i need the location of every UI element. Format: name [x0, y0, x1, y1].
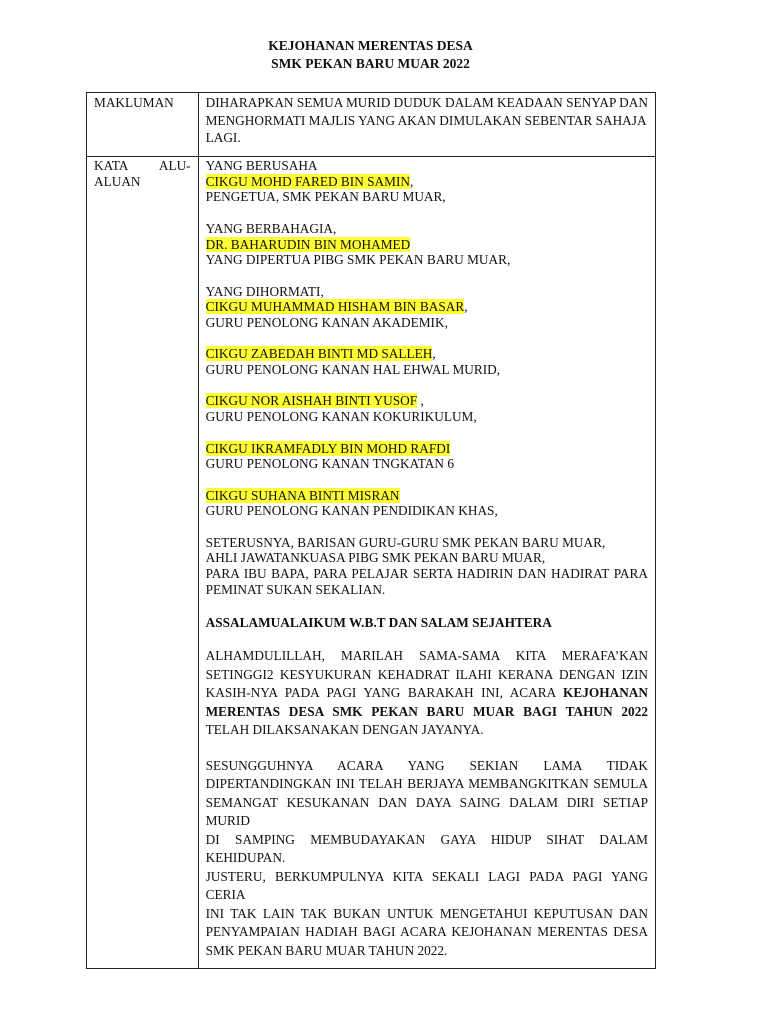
- text-line: KEHIDUPAN.: [205, 850, 286, 866]
- text-line: PARA IBU BAPA, PARA PELAJAR SERTA HADIRIN DAN HADIRAT PARA: [205, 566, 648, 582]
- row-label: [87, 157, 199, 969]
- text-line: [206, 684, 648, 703]
- label-line: [94, 157, 191, 174]
- text-line: SEMANGAT KESUKANAN DAN DAYA SAING DALAM DIRI SETIAP MURID: [205, 794, 648, 829]
- text-line: [206, 441, 648, 457]
- text-line: SETERUSNYA, BARISAN GURU-GURU SMK PEKAN BARU MUAR,: [205, 534, 606, 550]
- text-line: GURU PENOLONG KANAN TNGKATAN 6: [205, 456, 454, 472]
- label-word: KATA: [94, 158, 129, 173]
- text-line: YANG BERBAHAGIA,: [205, 220, 337, 236]
- row-label: [87, 93, 199, 157]
- text-line: [206, 393, 648, 409]
- highlighted-name: CIKGU MUHAMMAD HISHAM BIN BASAR: [205, 299, 465, 315]
- text-line: GURU PENOLONG KANAN PENDIDIKAN KHAS,: [205, 503, 498, 519]
- text-line: MENGHORMATI MAJLIS YANG AKAN DIMULAKAN SEBENTAR SAHAJA: [205, 112, 647, 128]
- highlighted-name: CIKGU NOR AISHAH BINTI YUSOF: [205, 393, 418, 409]
- label-makluman: MAKLUMAN: [94, 95, 174, 110]
- table-row-makluman: [87, 93, 656, 157]
- text-span: KASIH-NYA PADA PAGI YANG BARAKAH INI, ACARA: [205, 685, 556, 701]
- speech-table: [86, 92, 656, 969]
- text-line: DIPERTANDINGKAN INI TELAH BERJAYA MEMBANGKITKAN SEMULA: [205, 776, 648, 792]
- document-subtitle: SMK PEKAN BARU MUAR 2022: [271, 56, 470, 71]
- text-line: [206, 346, 648, 362]
- text-line: GURU PENOLONG KANAN AKADEMIK,: [205, 315, 448, 330]
- paragraph-sesungguhnya: [206, 757, 648, 961]
- salam-heading: [206, 615, 648, 631]
- text-line: [206, 299, 648, 315]
- text-line: TELAH DILAKSANAKAN DENGAN JAYANYA.: [205, 722, 484, 738]
- punctuation: ,: [417, 393, 424, 409]
- text-line: PEMINAT SUKAN SEKALIAN.: [205, 581, 386, 597]
- text-line: [206, 488, 648, 504]
- text-line: SESUNGGUHNYA ACARA YANG SEKIAN LAMA TIDAK: [205, 757, 648, 773]
- text-line: AHLI JAWATANKUASA PIBG SMK PEKAN BARU MUAR,: [205, 550, 546, 566]
- row-content: [198, 157, 655, 969]
- punctuation: ,: [432, 346, 436, 362]
- text-line: GURU PENOLONG KANAN HAL EHWAL MURID,: [205, 362, 501, 378]
- highlighted-name: DR. BAHARUDIN BIN MOHAMED: [205, 236, 411, 252]
- text-line: [206, 703, 648, 722]
- table-row-kata-alu-aluan: [87, 157, 656, 969]
- text-line: ALHAMDULILLAH, MARILAH SAMA-SAMA KITA MERAFA’KAN: [205, 648, 648, 664]
- text-line: YANG BERUSAHA: [205, 158, 318, 173]
- punctuation: ,: [410, 173, 414, 189]
- text-line: PENYAMPAIAN HADIAH BAGI ACARA KEJOHANAN MERENTAS DESA: [205, 924, 648, 940]
- punctuation: ,: [464, 299, 468, 315]
- text-line: [206, 174, 648, 190]
- salam-text: ASSALAMUALAIKUM W.B.T DAN SALAM SEJAHTERA: [205, 614, 552, 630]
- highlighted-name: CIKGU MOHD FARED BIN SAMIN: [205, 173, 410, 189]
- text-line: YANG DIPERTUA PIBG SMK PEKAN BARU MUAR,: [205, 252, 511, 268]
- bold-span: KEJOHANAN: [563, 685, 649, 701]
- highlighted-name: CIKGU ZABEDAH BINTI MD SALLEH: [205, 346, 433, 362]
- highlighted-name: CIKGU IKRAMFADLY BIN MOHD RAFDI: [205, 440, 451, 456]
- label-line: ALUAN: [94, 173, 141, 189]
- document-title: KEJOHANAN MERENTAS DESA: [268, 38, 473, 53]
- bold-span: MERENTAS DESA SMK PEKAN BARU MUAR BAGI TAHUN 2022: [205, 703, 648, 719]
- greetings: [206, 157, 648, 647]
- highlighted-name: CIKGU SUHANA BINTI MISRAN: [205, 487, 400, 503]
- text-line: JUSTERU, BERKUMPULNYA KITA SEKALI LAGI PADA PAGI YANG CERIA: [205, 868, 648, 903]
- paragraph-alhamdulillah: [206, 647, 648, 740]
- text-line: DIHARAPKAN SEMUA MURID DUDUK DALAM KEADAAN SENYAP DAN: [205, 95, 648, 110]
- text-line: PENGETUA, SMK PEKAN BARU MUAR,: [205, 189, 446, 205]
- text-line: INI TAK LAIN TAK BUKAN UNTUK MENGETAHUI KEPUTUSAN DAN: [205, 905, 648, 921]
- text-line: SETINGGI2 KESYUKURAN KEHADRAT ILAHI KERANA DENGAN IZIN: [205, 666, 648, 682]
- row-content: [198, 93, 655, 157]
- text-line: GURU PENOLONG KANAN KOKURIKULUM,: [205, 409, 477, 425]
- text-line: YANG DIHORMATI,: [205, 283, 324, 299]
- text-line: DI SAMPING MEMBUDAYAKAN GAYA HIDUP SIHAT DALAM: [205, 831, 648, 847]
- text-line: LAGI.: [205, 130, 241, 146]
- text-line: [206, 237, 648, 253]
- label-word: ALU-: [158, 158, 191, 173]
- text-line: SMK PEKAN BARU MUAR TAHUN 2022.: [205, 942, 448, 958]
